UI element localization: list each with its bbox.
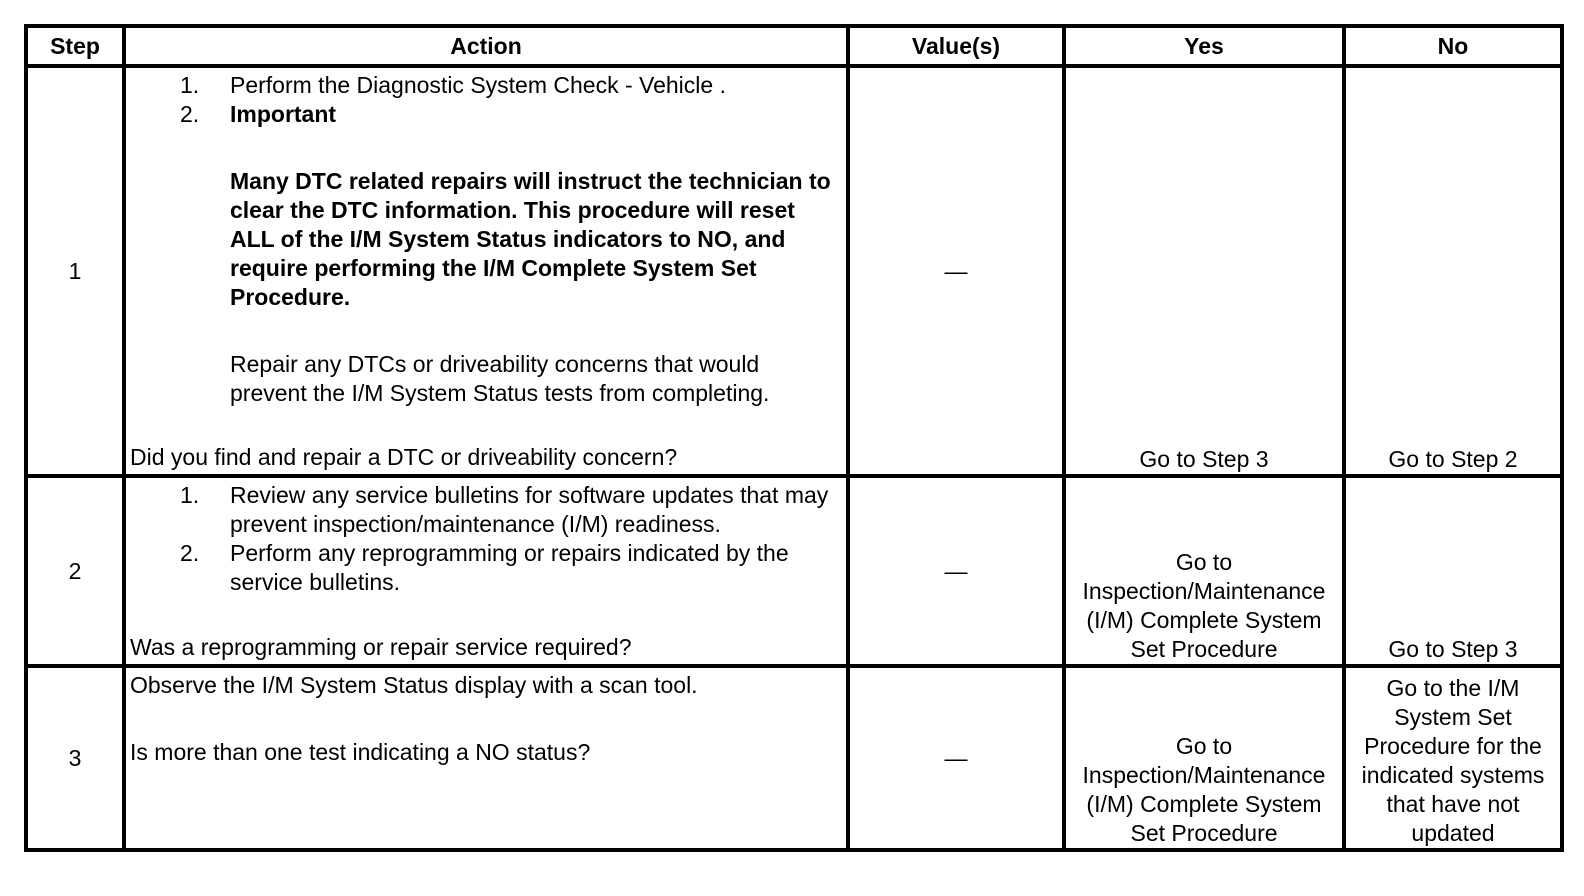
- list-item-number: 1.: [180, 482, 200, 508]
- action-cell: [124, 666, 848, 850]
- list-item-text: Perform any reprogramming or repairs indicated by the service bulletins.: [230, 540, 789, 595]
- value-cell: —: [848, 666, 1064, 850]
- action-list: [130, 481, 842, 597]
- list-item-number: 2.: [180, 540, 200, 566]
- yes-link[interactable]: Go to Inspection/Maintenance (I/M) Complete System Set Procedure: [1064, 666, 1344, 850]
- action-cell: [124, 66, 848, 476]
- header-values: Value(s): [848, 26, 1064, 66]
- yes-link[interactable]: Go to Step 3: [1064, 66, 1344, 476]
- header-step: Step: [26, 26, 124, 66]
- list-item: [130, 71, 842, 100]
- no-link[interactable]: Go to Step 3: [1344, 476, 1562, 666]
- action-list: [130, 71, 842, 129]
- action-question: Did you find and repair a DTC or driveability concern?: [130, 444, 678, 470]
- diagnostic-table-container: [24, 24, 1560, 852]
- no-link[interactable]: Go to Step 2: [1344, 66, 1562, 476]
- list-item-number: 2.: [180, 101, 200, 127]
- action-cell: [124, 476, 848, 666]
- table-row: [26, 666, 1562, 850]
- repair-instruction: Repair any DTCs or driveability concerns that would prevent the I/M System Status tests from completing.: [230, 351, 770, 406]
- table-row: [26, 476, 1562, 666]
- value-cell: —: [848, 66, 1064, 476]
- diagnostic-table: [24, 24, 1564, 852]
- important-note: Many DTC related repairs will instruct the technician to clear the DTC information. This procedure will reset ALL of the I/M System Status indicators to NO, and require performing the I/M Complete System Set Procedure.: [230, 168, 831, 310]
- header-action: Action: [124, 26, 848, 66]
- list-item-text: Review any service bulletins for software updates that may prevent inspection/maintenance (I/M) readiness.: [230, 482, 829, 537]
- list-item: [130, 539, 842, 597]
- observe-instruction: Observe the I/M System Status display with a scan tool.: [130, 672, 698, 698]
- step-number: 2: [26, 476, 124, 666]
- important-label: Important: [230, 101, 337, 127]
- value-cell: —: [848, 476, 1064, 666]
- header-yes: Yes: [1064, 26, 1344, 66]
- header-row: [26, 26, 1562, 66]
- table-row: [26, 66, 1562, 476]
- step-number: 3: [26, 666, 124, 850]
- action-question: Is more than one test indicating a NO status?: [130, 739, 591, 765]
- no-link[interactable]: Go to the I/M System Set Procedure for the indicated systems that have not updated: [1344, 666, 1562, 850]
- list-item-number: 1.: [180, 72, 200, 98]
- step-number: 1: [26, 66, 124, 476]
- action-question: Was a reprogramming or repair service required?: [130, 634, 632, 660]
- list-item-text: Perform the Diagnostic System Check - Vehicle .: [230, 72, 726, 98]
- list-item: [130, 100, 842, 129]
- header-no: No: [1344, 26, 1562, 66]
- yes-link[interactable]: Go to Inspection/Maintenance (I/M) Complete System Set Procedure: [1064, 476, 1344, 666]
- list-item: [130, 481, 842, 539]
